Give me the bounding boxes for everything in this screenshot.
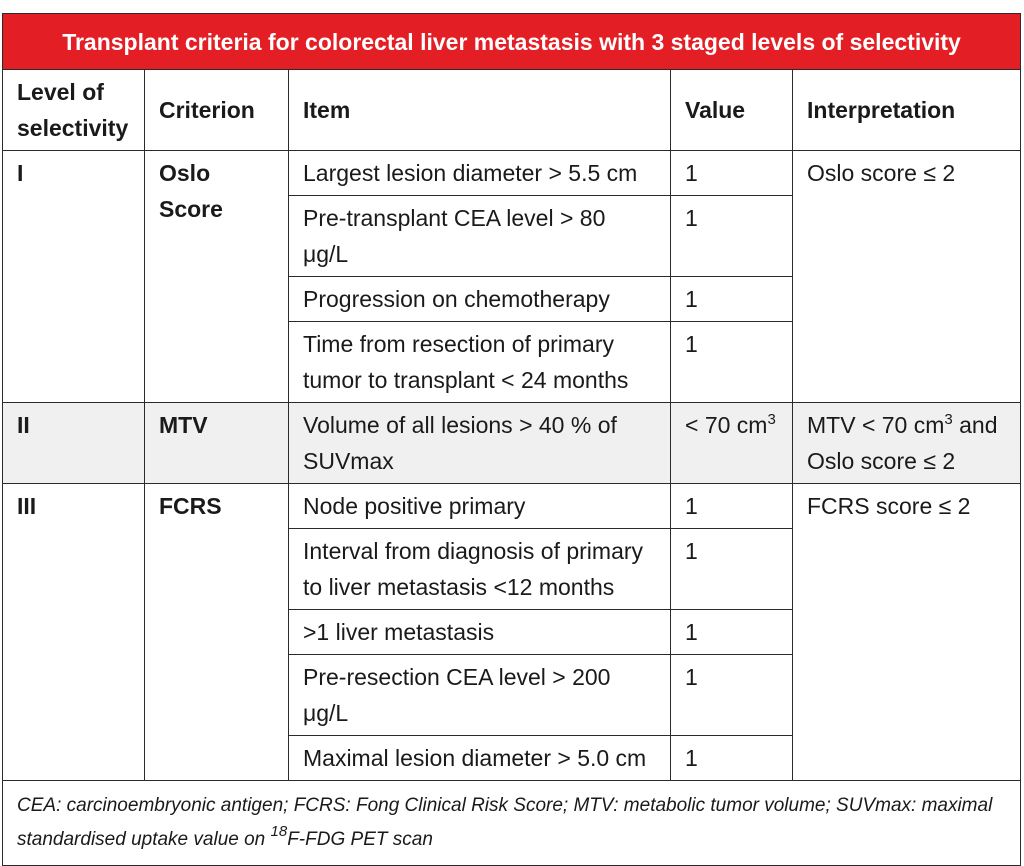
item-cell: >1 liver metastasis xyxy=(289,610,671,655)
footnote-line1: CEA: carcinoembryonic antigen; FCRS: Fong Clinical Risk Score; MTV: metabolic tumor volume; SUVmax: maximal xyxy=(17,795,993,816)
item-cell: Node positive primary xyxy=(289,484,671,529)
table-title-row xyxy=(3,14,1021,70)
header-level xyxy=(3,70,145,151)
interpretation-cell xyxy=(793,403,1021,484)
value-cell: 1 xyxy=(671,736,793,781)
item-line1: Volume of all lesions > 40 % of xyxy=(303,412,617,438)
level-cell: I xyxy=(3,151,145,403)
value-cell xyxy=(671,403,793,484)
interpretation-cell: Oslo score ≤ 2 xyxy=(793,151,1021,403)
header-row xyxy=(3,70,1021,151)
item-cell: Pre-resection CEA level > 200 μg/L xyxy=(289,655,671,736)
header-item: Item xyxy=(289,70,671,151)
item-line2: tumor to transplant < 24 months xyxy=(303,367,629,393)
header-level-line1: Level of xyxy=(17,79,104,105)
item-line1: Interval from diagnosis of primary xyxy=(303,538,644,564)
criterion-cell: FCRS xyxy=(145,484,289,781)
criteria-table-container xyxy=(2,13,1020,866)
criterion-cell: MTV xyxy=(145,403,289,484)
footnote-line2-suffix: F-FDG PET scan xyxy=(287,829,433,850)
value-cell: 1 xyxy=(671,196,793,277)
table-row xyxy=(3,484,1021,529)
value-cell: 1 xyxy=(671,277,793,322)
value-cell: 1 xyxy=(671,529,793,610)
value-cell: 1 xyxy=(671,610,793,655)
header-criterion: Criterion xyxy=(145,70,289,151)
item-line1: Time from resection of primary xyxy=(303,331,614,357)
table-row xyxy=(3,403,1021,484)
item-cell xyxy=(289,529,671,610)
item-line2: SUVmax xyxy=(303,448,394,474)
header-level-line2: selectivity xyxy=(17,115,129,141)
value-cell: 1 xyxy=(671,655,793,736)
footnote-row xyxy=(3,781,1021,866)
table-title: Transplant criteria for colorectal liver metastasis with 3 staged levels of selectivity xyxy=(3,14,1021,70)
interp-line1-suffix: and xyxy=(952,412,998,438)
interp-superscript: 3 xyxy=(944,411,953,428)
interp-line2: Oslo score ≤ 2 xyxy=(807,448,956,474)
interpretation-cell: FCRS score ≤ 2 xyxy=(793,484,1021,781)
criterion-cell xyxy=(145,151,289,403)
criterion-line1: Oslo xyxy=(159,160,211,186)
level-cell: III xyxy=(3,484,145,781)
item-cell: Progression on chemotherapy xyxy=(289,277,671,322)
value-superscript: 3 xyxy=(767,411,776,428)
item-line2: to liver metastasis <12 months xyxy=(303,574,615,600)
item-cell xyxy=(289,403,671,484)
item-cell: Maximal lesion diameter > 5.0 cm xyxy=(289,736,671,781)
footnote xyxy=(3,781,1021,866)
table-row xyxy=(3,151,1021,196)
header-interpretation: Interpretation xyxy=(793,70,1021,151)
footnote-line2-prefix: standardised uptake value on xyxy=(17,829,271,850)
value-cell: 1 xyxy=(671,484,793,529)
criteria-table xyxy=(2,13,1021,866)
header-value: Value xyxy=(671,70,793,151)
value-text: < 70 cm xyxy=(685,412,768,438)
footnote-superscript: 18 xyxy=(270,823,288,840)
value-cell: 1 xyxy=(671,151,793,196)
criterion-line2: Score xyxy=(159,196,223,222)
item-cell: Largest lesion diameter > 5.5 cm xyxy=(289,151,671,196)
level-cell: II xyxy=(3,403,145,484)
value-cell: 1 xyxy=(671,322,793,403)
item-cell xyxy=(289,322,671,403)
interp-line1: MTV < 70 cm xyxy=(807,412,945,438)
item-cell: Pre-transplant CEA level > 80 μg/L xyxy=(289,196,671,277)
